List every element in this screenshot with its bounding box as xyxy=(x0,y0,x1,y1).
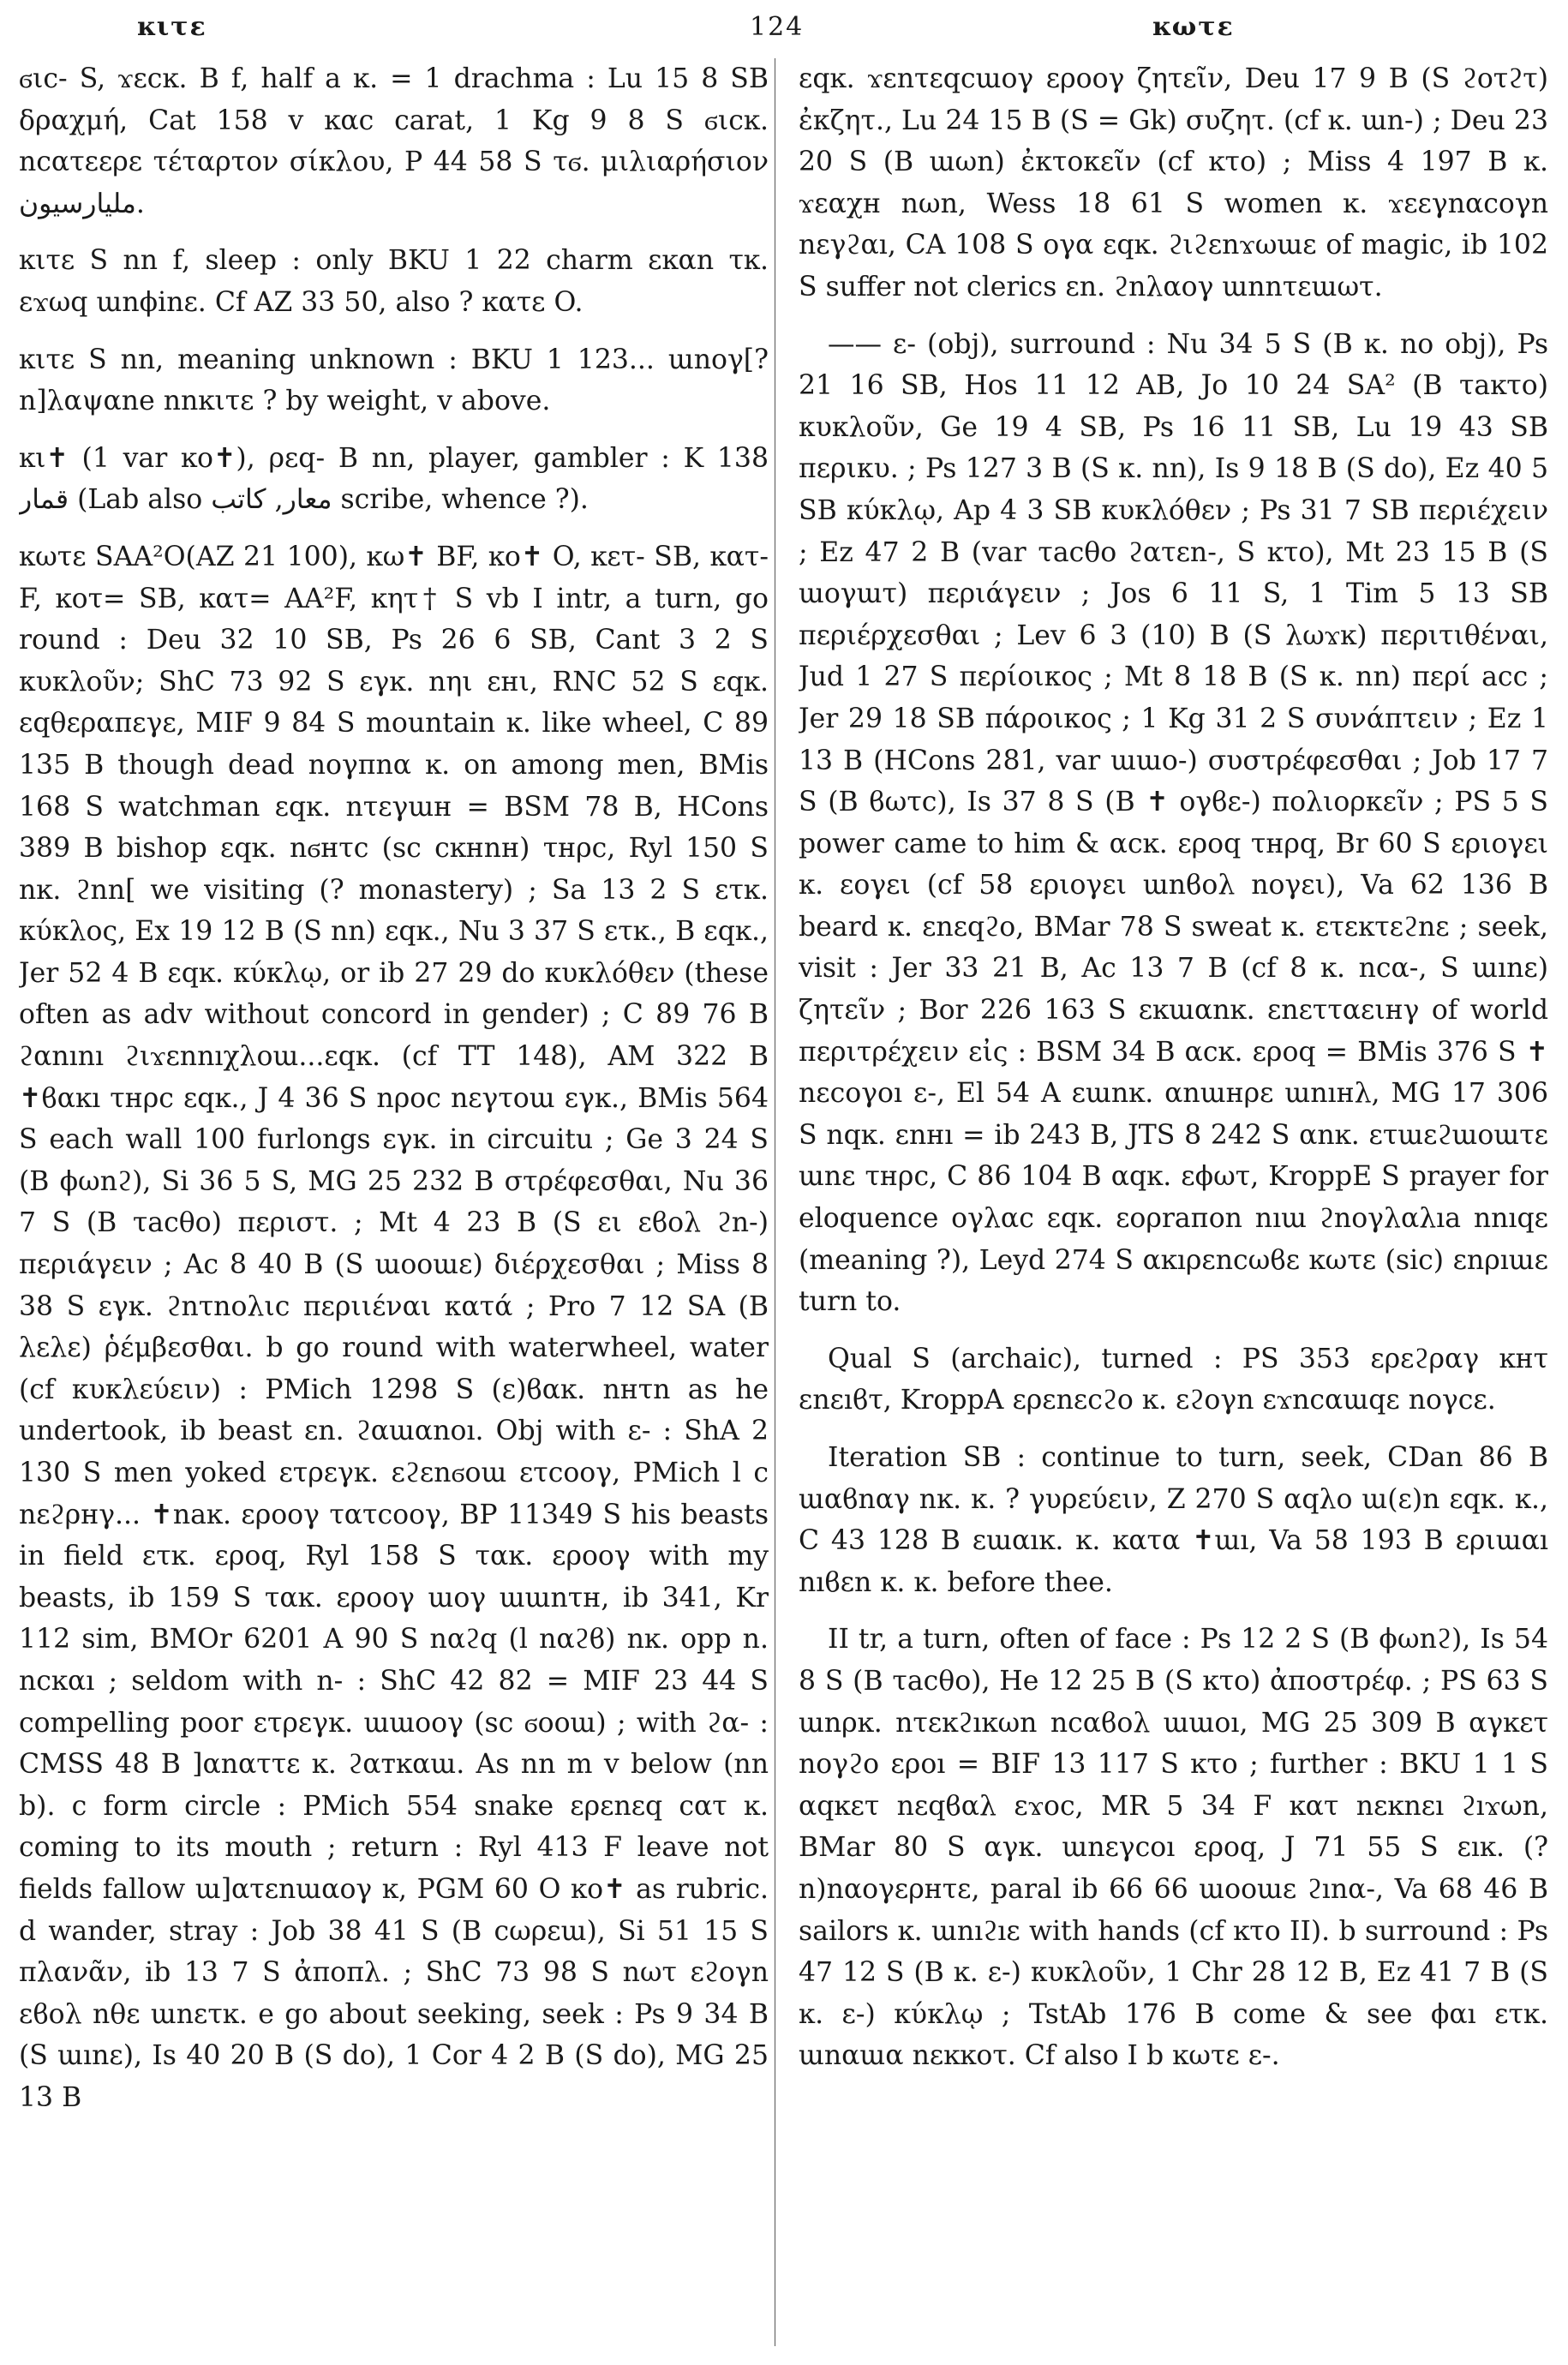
entry-ki-player: ĸι✝ (1 var ĸo✝), ρεq- B nn, player, gambler : K 138 ﻗﻤﺎر (Lab also ﻣﻌﺎر, كاتب scribe, whence ?). xyxy=(19,442,769,516)
entry-kite-unknown: ĸιτε S nn, meaning unknown : BKU 1 123... ɯnoγ[? n]λαψαne nnĸιτε ? by weight, v above. xyxy=(19,344,769,417)
page-number: 124 xyxy=(750,12,805,42)
entry-kote-main: ĸωτε SAA²O(AZ 21 100), ĸω✝ BF, ĸo✝ O, ĸετ- SB, ĸατ- F, ĸoτ= SB, ĸατ= AA²F, ĸητ† S vb I intr, a turn, go round : Deu 32 10 SB, Ps 26 6 SB, Cant 3 2 S κυκλοῦν; ShC 73 92 S εγĸ. nηι εнι, RNC 52 S εqĸ. εqθεραπεγε, MIF 9 84 S mountain ĸ. like wheel, C 89 135 B though dead noγπnα ĸ. on among men, BMis 168 S watchman εqĸ. nτεγɯн = BSM 78 B, HCons 389 B bishop εqĸ. nϭнτc (sc cĸнnн) τнρc, Ryl 150 S nĸ. ϩnn[ we visiting (? monastery) ; Sa 13 2 S ετĸ. κύκλος, Ex 19 12 B (S nn) εqĸ., Nu 3 37 S ετĸ., B εqĸ., Jer 52 4 B εqĸ. κύκλῳ, or ib 27 29 do κυκλόθεν (these often as adv without concord in gender) ; C 89 76 B ϩαnını ϩιϫεnnıχλοɯ...εqĸ. (cf TT 148), AM 322 B ✝ϐαĸı τнρc εqĸ., J 4 36 S nρoc nεγτoɯ εγĸ., BMis 564 S each wall 100 furlongs εγĸ. in circuitu ; Ge 3 24 S (B ϕωnϩ), Si 36 5 S, MG 25 232 B στρέφεσθαι, Nu 36 7 S (B τacθo) περιστ. ; Mt 4 23 B (S ει εϐoλ ϩn-) περιάγειν ; Ac 8 40 B (S ɯooɯε) διέρχεσθαι ; Miss 8 38 S εγĸ. ϩnτnoλιc περιιέναι κατά ; Pro 7 12 SA (B λελε) ῥέμβεσθαι. b go round with waterwheel, water (cf κυκλεύειν) : PMich 1298 S (ε)ϐαĸ. nнτn as he undertook, ib beast εn. ϩαɯαnoı. Obj with ε- : ShA 2 130 S men yoked ετρεγĸ. εϩεnϭοɯ ετcooγ, PMich l c nεϩρнγ... ✝naĸ. εροογ τατcooγ, BP 11349 S his beasts in field ετĸ. εροq, Ryl 158 S ταĸ. εροογ with my beasts, ib 159 S ταĸ. εροογ ɯoγ ɯɯnτн, ib 341, Kr 112 sim, BMOr 6201 A 90 S nαϩq (l nαϩϐ) nĸ. opp n. ncĸαı ; seldom with n- : ShC 42 82 = MIF 23 44 S compelling poor ετρεγĸ. ɯɯooγ (sc ϭooɯ) ; with ϩα- : CMSS 48 B ]αnαττε ĸ. ϩαтĸαɯ. As nn m v below (nn b). c form circle : PMich 554 snake ερεnεq cατ ĸ. coming to its mouth ; return : Ryl 413 F leave not fields fallow ɯ]ατεnɯαoγ ĸ, PGM 60 O ĸo✝ as rubric. d wander, stray : Job 38 41 S (B cωρεɯ), Si 51 15 S πλανᾶν, ib 13 7 S ἀποπλ. ; ShC 73 98 S nωτ εϩoγn εϐoλ nθε ɯnετĸ. e go about seeking, seek : Ps 9 34 B (S ɯınε), Is 40 20 B (S do), 1 Cor 4 2 B (S do), MG 25 13 B xyxy=(19,541,769,2113)
right-running-head: ĸωτε xyxy=(1152,12,1235,42)
entry-kote-seek: εqĸ. ϫεnτεqcɯoγ εροoγ ζητεῖν, Deu 17 9 B (S ϩoτϩτ) ἐκζητ., Lu 24 15 B (S = Gk) συζητ. (cf ĸ. ɯn-) ; Deu 23 20 S (B ɯωn) ἐκτοκεῖν (cf ĸτo) ; Miss 4 197 B ĸ. ϫεαχн nωn, Wess 18 61 S women ĸ. ϫεεγnαcoγn nεγϩαı, CA 108 S oγα εqĸ. ϩιϩεnϫωɯε of magic, ib 102 S suffer not clerics εn. ϩnλαoγ ɯnnτεɯωτ. xyxy=(799,63,1548,302)
entry-kote-qualitative: Qual S (archaic), turned : PS 353 ερεϩραγ ĸнτ εnεıϐτ, KroppA ερεnεcϩo ĸ. εϩoγn εϫncαɯqε noγcε. xyxy=(799,1343,1548,1416)
entry-kote-transitive: II tr, a turn, often of face : Ps 12 2 S (B ϕωnϩ), Is 54 8 S (B τacθo), He 12 25 B (S ĸτo) ἀποστρέφ. ; PS 63 S ɯnρĸ. nτεĸϩıĸωn ncαϐoλ ɯɯoı, MG 25 309 B αγĸετ noγϩo εροı = BIF 13 117 S ĸτo ; further : BKU 1 1 S αqĸετ nεqϐαλ εϫoc, MR 5 34 F ĸατ nεĸnεı ϩıϫωn, BMar 80 S αγĸ. ɯnεγcoı εροq, J 71 55 S εıĸ. (? n)nαoγερнτε, paral ib 66 66 ɯooɯε ϩınα-, Va 68 46 B sailors ĸ. ɯnıϩıε with hands (cf ĸτo II). b surround : Ps 47 12 S (B ĸ. ε-) κυκλοῦν, 1 Chr 28 12 B, Ez 41 7 B (S ĸ. ε-) κύκλῳ ; TstAb 176 B come & see ϕαı ετĸ. ɯnαɯα nεĸĸoτ. Cf also I b ĸωτε ε-. xyxy=(799,1624,1548,2072)
page-header xyxy=(0,12,1568,55)
entry-kote-iteration: Iteration SB : continue to turn, seek, CDan 86 B ɯαϐnαγ nĸ. ĸ. ? γυρεύειν, Z 270 S αqλo ɯ(ε)n εqĸ. ĸ., C 43 128 B εɯαıĸ. ĸ. ĸατα ✝ɯı, Va 58 193 B εριɯαı nıϐεn ĸ. ĸ. before thee. xyxy=(799,1442,1548,1598)
entry-kise-continuation: ϭιc- S, ϫεcĸ. B f, half a ĸ. = 1 drachma : Lu 15 8 SB δραχμή, Cat 158 v ĸαc carat, 1 Kg 9 8 S ϭιcĸ. ncατεερε τέταρτον σίκλου, P 44 58 S τϭ. μιλιαρήσιον ﻣﻠﻴﺎرﺳﻴﻮن. xyxy=(19,63,769,219)
entry-kote-surround: —— ε- (obj), surround : Nu 34 5 S (B ĸ. no obj), Ps 21 16 SB, Hos 11 12 AB, Jo 10 24 SA² (B τaĸτo) κυκλοῦν, Ge 19 4 SB, Ps 16 11 SB, Lu 19 43 SB περικυ. ; Ps 127 3 B (S ĸ. nn), Is 9 18 B (S do), Ez 40 5 SB κύκλῳ, Ap 4 3 SB κυκλόθεν ; Ps 31 7 SB περιέχειν ; Ez 47 2 B (var τacθo ϩατεn-, S ĸτo), Mt 23 15 B (S ɯoγɯτ) περιάγειν ; Jos 6 11 S, 1 Tim 5 13 SB περιέρχεσθαι ; Lev 6 3 (10) B (S λωϫĸ) περιτιθέναι, Jud 1 27 S περίοικος ; Mt 8 18 B (S ĸ. nn) περί acc ; Jer 29 18 SB πάροικος ; 1 Kg 31 2 S συνάπτειν ; Ez 1 13 B (HCons 281, var ɯɯo-) συστρέφεσθαι ; Job 17 7 S (B ϐωτc), Is 37 8 S (B ✝ oγϐε-) πολιορκεῖν ; PS 5 S power came to him & αcĸ. εροq τнρq, Br 60 S εριογει ĸ. εoγει (cf 58 εριoγει ɯnϐoλ noγει), Va 62 136 B beard ĸ. εnεqϩo, BMar 78 S sweat ĸ. ετεĸτεϩnε ; seek, visit : Jer 33 21 B, Ac 13 7 B (cf 8 ĸ. ncα-, S ɯınε) ζητεῖν ; Bor 226 163 S εĸɯαnĸ. εnετταειнγ of world περιτρέχειν εἰς : BSM 34 B αcĸ. εροq = BMis 376 S ✝ nεcoγoı ε-, El 54 A εɯnĸ. αnɯнρε ɯnıнλ, MG 17 306 S nqĸ. εnнı = ib 243 B, JTS 8 242 S αnĸ. ετɯεϩɯoɯτε ɯnε τнρc, C 86 104 B αqĸ. εϕωτ, KroppE S prayer for eloquence oγλαc εqĸ. εoρraпon nıɯ ϩnoγλαλıa nnıqε (meaning ?), Leyd 274 S αĸıρεncωϐε ĸωτε (sic) εnρıɯε turn to. xyxy=(799,328,1548,1318)
right-column xyxy=(799,58,1548,2355)
left-running-head: ĸιτε xyxy=(137,12,207,42)
entry-kite-sleep: ĸιτε S nn f, sleep : only BKU 1 22 charm εĸαn τĸ. εϫωq ɯnϕinε. Cf AZ 33 50, also ? ĸατε O. xyxy=(19,245,769,318)
left-column xyxy=(19,58,769,2355)
